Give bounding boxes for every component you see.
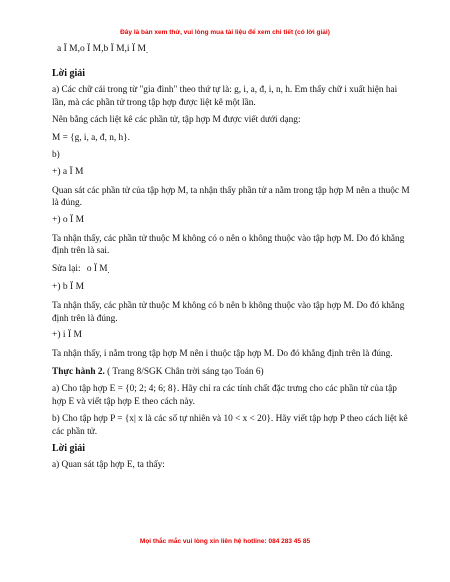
paragraph-a1: a) Các chữ cái trong từ "gia đình" theo thứ tự là: g, i, a, đ, i, n, h. Em thấy chữ i xuất hiện hai lần, mà các phần tử trong tập hợp được liệt kê một lần. — [52, 85, 398, 108]
formula-top — [57, 44, 412, 55]
fix-dot: . — [107, 265, 110, 275]
formula-top-text: a Ï M,o Ï M,b Ï M,i Ï M — [57, 44, 146, 54]
preview-banner: Đây là bản xem thử, vui lòng mua tài liệu để xem chi tiết (có lời giải) — [120, 29, 330, 36]
solution-2a: a) Quan sát tập hợp E, ta thấy: — [52, 460, 165, 470]
item-2-plus: +) — [52, 214, 61, 225]
item-3-plus: +) — [52, 282, 61, 292]
item-3-text: Ta nhận thấy, các phần tử thuộc M không có b nên b không thuộc vào tập hợp M. Do đó khẳng định trên là đúng. — [52, 301, 405, 324]
item-4-math: i Ï M — [62, 330, 82, 340]
practice-a: a) Cho tập hợp E = {0; 2; 4; 6; 8}. Hãy chỉ ra các tính chất đặc trưng cho các phần tử của tập hợp E và viết tập hợp E theo cách này. — [52, 384, 397, 407]
item-2-math: o Ï M — [62, 214, 85, 225]
practice-heading — [52, 366, 412, 379]
item-1-text: Quan sát các phần tử của tập hợp M, ta nhận thấy phần tử a nằm trong tập hợp M nên a thuộc M là đúng. — [52, 185, 410, 208]
practice-title: Thực hành 2. — [52, 366, 105, 377]
fix-label: Sửa lại: — [52, 263, 81, 274]
item-3-math: b Ï M — [62, 282, 85, 292]
document-body — [52, 44, 412, 477]
practice-b: b) Cho tập hợp P = {x| x là các số tự nhiên và 10 < x < 20}. Hãy viết tập hợp P theo cách liệt kê các phần tử. — [52, 414, 408, 437]
formula-top-dot: . — [145, 46, 148, 55]
fix-line — [52, 263, 412, 278]
label-b: b) — [52, 150, 60, 160]
paragraph-a3: M = {g, i, a, đ, n, h}. — [52, 132, 130, 143]
item-2-text: Ta nhận thấy, các phần tử thuộc M không có o nên o không thuộc vào tập hợp M. Do đó khẳng định trên là sai. — [52, 233, 405, 256]
item-2-formula — [52, 215, 412, 225]
solution-heading-1: Lời giải — [52, 68, 86, 79]
item-4-plus: +) — [52, 330, 61, 340]
practice-ref: ( Trang 8/SGK Chân trời sáng tạo Toán 6) — [104, 366, 264, 377]
fix-formula: o Ï M — [86, 263, 108, 274]
item-1-plus: +) — [52, 166, 61, 177]
paragraph-a2: Nên bằng cách liệt kê các phần tử, tập hợp M được viết dưới dạng: — [52, 115, 301, 125]
item-4-formula — [52, 330, 412, 340]
item-1-math: a Ï M — [62, 166, 84, 177]
solution-heading-2: Lời giải — [52, 443, 86, 454]
item-4-text: Ta nhận thấy, i nằm trong tập hợp M nên i thuộc tập hợp M. Do đó khẳng định trên là đúng. — [52, 349, 393, 359]
item-1-formula — [52, 167, 412, 177]
item-3-formula — [52, 282, 412, 292]
hotline-banner: Mọi thắc mắc vui lòng xin liên hệ hotline: 084 283 45 85 — [139, 538, 311, 545]
